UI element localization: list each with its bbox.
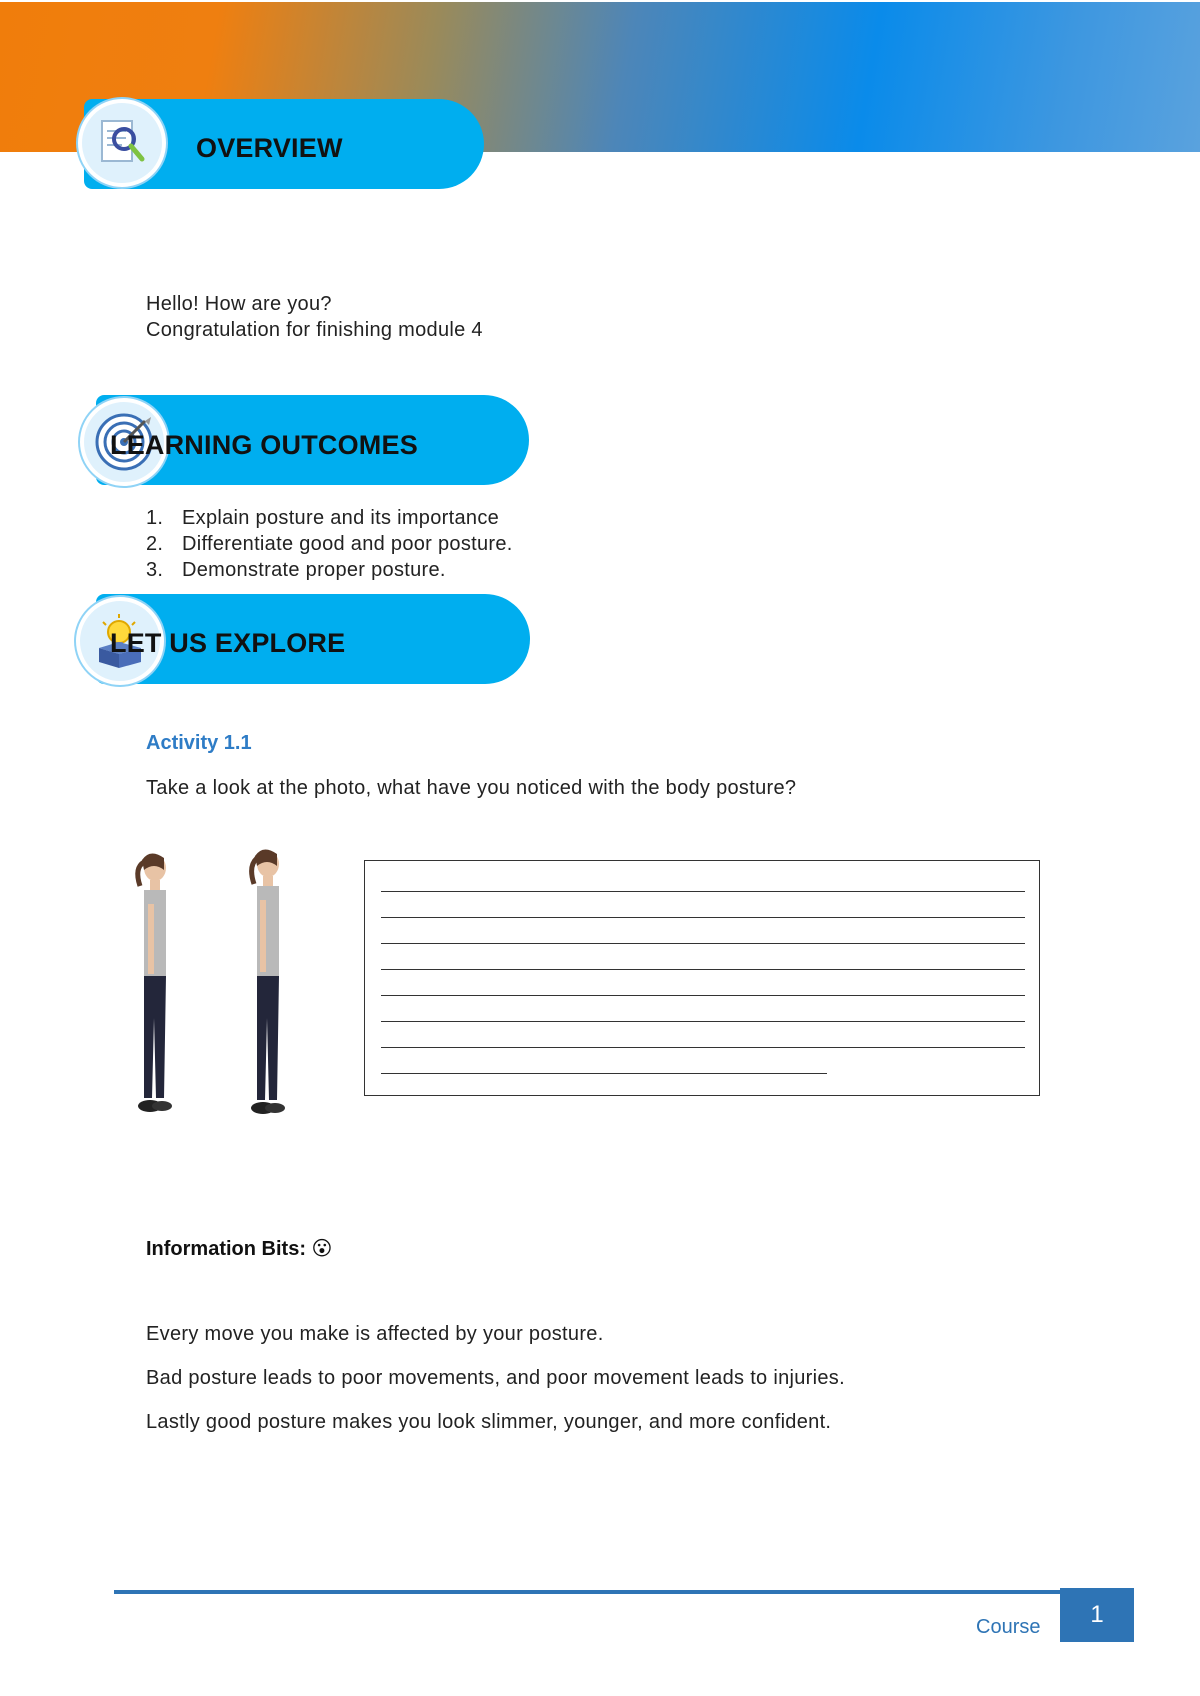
posture-photo <box>120 848 320 1138</box>
activity-title: Activity 1.1 <box>146 732 252 754</box>
greeting-line-2: Congratulation for finishing module 4 <box>146 319 483 341</box>
answer-line <box>381 1047 1025 1048</box>
information-bits-title: Information Bits: 😮 <box>146 1238 333 1260</box>
answer-line <box>381 1073 827 1074</box>
learning-outcomes-title: LEARNING OUTCOMES <box>110 430 418 460</box>
woman-posture-figure <box>138 853 172 1112</box>
list-item: 3. Demonstrate proper posture. <box>146 559 446 581</box>
footer-divider <box>114 1590 1134 1594</box>
page-number: 1 <box>1060 1588 1134 1642</box>
greeting-line-1: Hello! How are you? <box>146 293 332 315</box>
answer-line <box>381 943 1025 944</box>
let-us-explore-title: LET US EXPLORE <box>110 628 346 658</box>
answer-line <box>381 1021 1025 1022</box>
answer-line <box>381 969 1025 970</box>
magnifier-document-icon <box>78 99 166 187</box>
info-line-3: Lastly good posture makes you look slimmer, younger, and more confident. <box>146 1411 832 1433</box>
woman-posture-figure <box>251 849 285 1114</box>
answer-line <box>381 891 1025 892</box>
activity-prompt: Take a look at the photo, what have you noticed with the body posture? <box>146 777 797 799</box>
answer-line <box>381 917 1025 918</box>
overview-title: OVERVIEW <box>196 133 343 163</box>
learning-outcomes-list <box>146 505 513 583</box>
info-line-1: Every move you make is affected by your posture. <box>146 1323 604 1345</box>
answer-box[interactable] <box>364 860 1040 1096</box>
info-line-2: Bad posture leads to poor movements, and poor movement leads to injuries. <box>146 1367 845 1389</box>
answer-line <box>381 995 1025 996</box>
footer-course-label: Course <box>976 1616 1041 1638</box>
list-item: 2. Differentiate good and poor posture. <box>146 533 513 555</box>
list-item: 1. Explain posture and its importance <box>146 507 500 529</box>
